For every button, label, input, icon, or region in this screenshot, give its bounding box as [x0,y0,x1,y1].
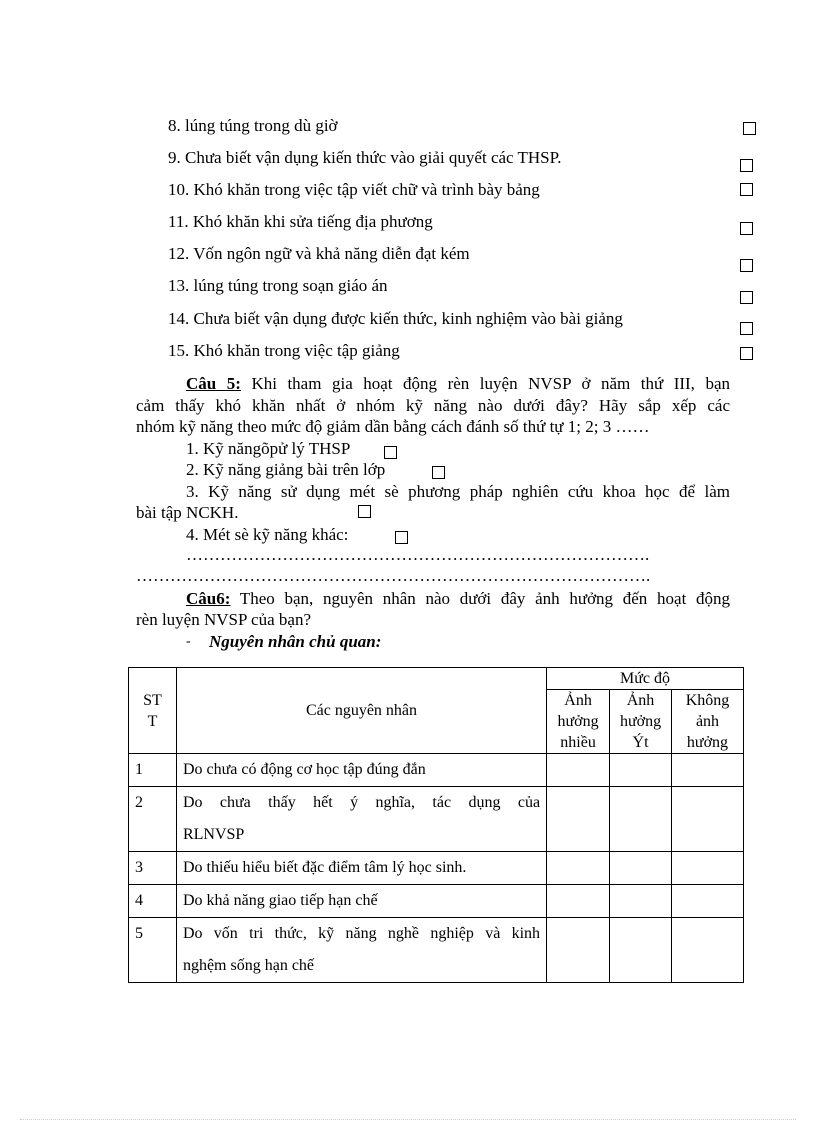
row-cause: Do khả năng giao tiếp hạn chế [176,885,546,918]
q5-option-4: 4. Mét sè kỹ năng khác: [186,525,349,544]
list-item-8: 8. lúng túng trong dù giờ [168,116,338,135]
q5-option-2: 2. Kỹ năng giảng bài trên lớp [186,460,386,479]
table-row [129,787,744,852]
row-number: 1 [129,754,177,787]
rating-cell-none[interactable] [672,787,744,852]
q6-label: Câu6: [186,589,231,608]
rating-cell-none[interactable] [672,885,744,918]
row-number: 2 [129,787,177,852]
row-cause [176,918,546,983]
checkbox-item-8[interactable] [743,122,756,135]
row-cause-line1: Do vốn tri thức, kỹ năng nghề nghiệp và kinh [182,925,541,942]
row-cause-line1: Do chưa thấy hết ý nghĩa, tác dụng của [182,794,541,811]
rating-cell-low[interactable] [610,787,672,852]
header-level-low [610,690,672,754]
q5-line-1 [186,373,730,394]
list-item-11: 11. Khó khăn khi sửa tiếng địa phương [168,212,433,231]
q6-line-1 [186,588,730,609]
header-level-none-l1: Không [685,692,730,709]
rating-cell-low[interactable] [610,852,672,885]
q5-line-2: cảm thấy khó khăn nhất ở nhóm kỹ năng nào dưới đây? Hãy sắp xếp các [136,396,730,415]
causes-table [128,667,744,983]
q5-checkbox-2[interactable] [432,466,445,479]
row-number: 3 [129,852,177,885]
table-row [129,885,744,918]
header-level-low-l2: hưởng [619,713,662,730]
checkbox-item-13[interactable] [740,291,753,304]
rating-cell-high[interactable] [547,787,610,852]
rating-cell-low[interactable] [610,885,672,918]
rating-cell-none[interactable] [672,918,744,983]
checkbox-item-14[interactable] [740,322,753,335]
header-level-none [672,690,744,754]
list-item-9: 9. Chưa biết vận dụng kiến thức vào giải quyết các THSP. [168,148,562,167]
row-number: 4 [129,885,177,918]
header-stt-line1: ST [143,691,162,709]
header-level-low-l3: Ýt [632,734,649,751]
rating-cell-high[interactable] [547,754,610,787]
list-item-14: 14. Chưa biết vận dụng được kiến thức, kinh nghiệm vào bài giảng [168,309,623,328]
q6-bullet: - [186,634,191,649]
header-level-high-l2: hưởng [557,713,599,730]
row-cause: Do thiếu hiểu biết đặc điểm tâm lý học sinh. [176,852,546,885]
q6-line1-text: Theo bạn, nguyên nhân nào dưới đây ảnh hưởng đến hoạt động [230,589,730,608]
header-stt-line2: T [147,712,158,730]
header-level: Mức độ [547,668,744,690]
rating-cell-none[interactable] [672,754,744,787]
page-bottom-divider [20,1119,796,1120]
row-cause-line2: RLNVSP [182,826,245,843]
row-cause [176,787,546,852]
header-level-none-l3: hưởng [686,734,729,751]
table-row [129,852,744,885]
header-level-high-l1: Ảnh [564,692,592,709]
header-level-low-l1: Ảnh [626,692,655,709]
header-stt [129,668,177,754]
table-row [129,754,744,787]
header-causes: Các nguyên nhân [176,668,546,754]
list-item-13: 13. lúng túng trong soạn giáo án [168,276,388,295]
checkbox-item-11[interactable] [740,222,753,235]
header-level-high [547,690,610,754]
q5-line-3: nhóm kỹ năng theo mức độ giảm dần bằng cách đánh số thứ tự 1; 2; 3 …… [136,417,650,436]
rating-cell-none[interactable] [672,852,744,885]
header-level-none-l2: ảnh [695,713,720,730]
list-item-10: 10. Khó khăn trong việc tập viết chữ và trình bày bảng [168,180,540,199]
q6-subheading: Nguyên nhân chủ quan: [209,632,382,651]
row-cause-line2: nghệm sống hạn chế [182,957,315,974]
q5-label: Câu 5: [186,374,241,393]
q5-option-1: 1. Kỹ năngõpử lý THSP [186,439,351,458]
rating-cell-high[interactable] [547,918,610,983]
rating-cell-high[interactable] [547,852,610,885]
q5-checkbox-4[interactable] [395,531,408,544]
row-cause: Do chưa có động cơ học tập đúng đắn [176,754,546,787]
answer-dots-2[interactable]: ………………………………………………………………………………. [136,566,651,585]
rating-cell-low[interactable] [610,754,672,787]
rating-cell-low[interactable] [610,918,672,983]
q5-checkbox-1[interactable] [384,446,397,459]
rating-cell-high[interactable] [547,885,610,918]
q5-option-3: 3. Kỹ năng sử dụng mét sè phương pháp nghiên cứu khoa học để làm [186,482,730,501]
header-level-high-l3: nhiều [560,734,596,751]
table-row [129,918,744,983]
q5-option-3-cont: bài tập NCKH. [136,503,239,522]
checkbox-item-10[interactable] [740,183,753,196]
checkbox-item-9[interactable] [740,159,753,172]
list-item-15: 15. Khó khăn trong việc tập giảng [168,341,400,360]
q6-line-2: rèn luyện NVSP của bạn? [136,610,311,629]
q5-line1-text: Khi tham gia hoạt động rèn luyện NVSP ở năm thứ III, bạn [240,374,730,393]
checkbox-item-15[interactable] [740,347,753,360]
answer-dots-1[interactable]: ………………………………………………………………………. [186,545,650,564]
checkbox-item-12[interactable] [740,259,753,272]
list-item-12: 12. Vốn ngôn ngữ và khả năng diễn đạt kém [168,244,470,263]
row-number: 5 [129,918,177,983]
q5-checkbox-3[interactable] [358,505,371,518]
